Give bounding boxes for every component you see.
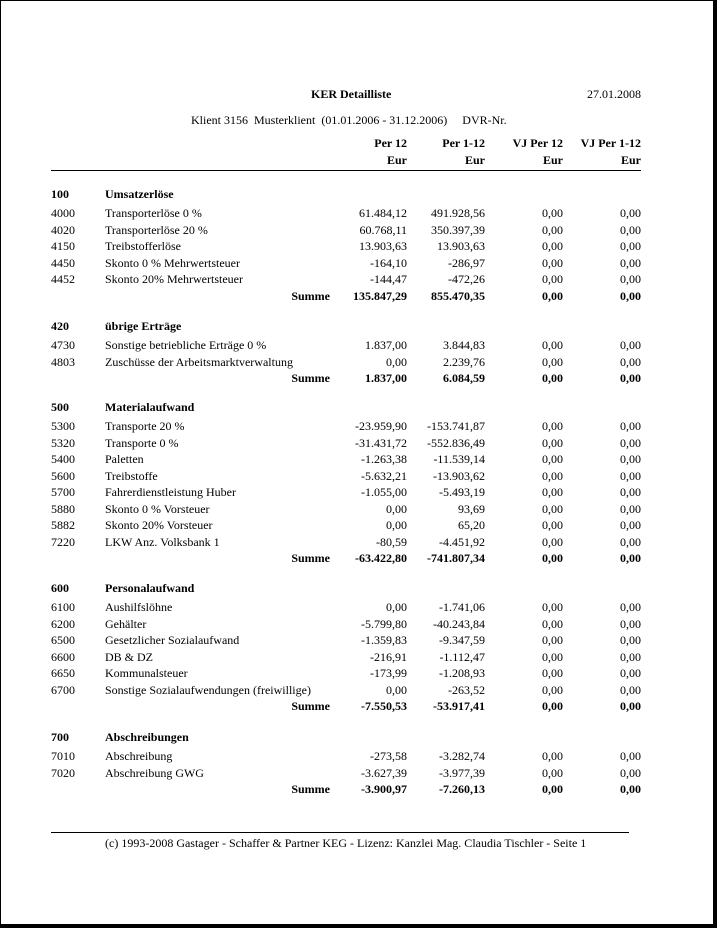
table-row [1, 632, 722, 649]
account-name: Skonto 0 % Mehrwertsteuer [105, 255, 240, 270]
amount-cell: 0,00 [386, 682, 407, 697]
account-number: 5600 [51, 468, 75, 483]
sum-row [1, 288, 722, 305]
amount-cell: 0,00 [620, 272, 641, 286]
account-number: 4450 [51, 255, 75, 270]
table-row [1, 418, 722, 435]
table-row [1, 649, 722, 666]
amount-cell: -173,99 [370, 666, 407, 680]
amount-cell: -5.493,19 [439, 485, 485, 499]
column-header-row [1, 135, 722, 152]
table-row [1, 484, 722, 501]
amount-cell: -31.431,72 [355, 435, 407, 450]
amount-cell: -1.055,00 [361, 485, 407, 499]
amount-cell: 0,00 [542, 206, 563, 220]
amount-cell: 0,00 [620, 749, 641, 763]
account-name: Transporte 20 % [105, 419, 185, 433]
account-number: 6600 [51, 649, 75, 664]
amount-cell: -1.263,38 [361, 452, 407, 466]
table-row [1, 255, 722, 272]
sum-cell: -53.917,41 [433, 699, 485, 713]
amount-cell: 0,00 [620, 222, 641, 237]
account-number: 5882 [51, 518, 75, 532]
sum-cell: -7.550,53 [361, 699, 407, 713]
amount-cell: 0,00 [542, 633, 563, 647]
amount-cell: -1.359,83 [361, 633, 407, 647]
account-number: 4803 [51, 354, 75, 369]
amount-cell: 0,00 [620, 485, 641, 499]
amount-cell: 0,00 [542, 468, 563, 483]
amount-cell: 0,00 [620, 633, 641, 647]
table-row [1, 205, 722, 222]
sum-row [1, 370, 722, 387]
amount-cell: -153.741,87 [427, 419, 485, 433]
amount-cell: -9.347,59 [439, 633, 485, 647]
group-code: 420 [51, 319, 69, 333]
sum-cell: 855.470,35 [431, 288, 485, 303]
amount-cell: -3.627,39 [361, 765, 407, 780]
header-divider [51, 170, 641, 171]
amount-cell: 0,00 [620, 600, 641, 614]
amount-cell: 0,00 [542, 222, 563, 237]
account-name: Kommunalsteuer [105, 666, 188, 680]
amount-cell: -80,59 [376, 534, 407, 549]
report-date: 27.01.2008 [587, 87, 641, 101]
account-name: Skonto 0 % Vorsteuer [105, 501, 210, 516]
group-code: 500 [51, 400, 69, 414]
amount-cell: -1.741,06 [439, 600, 485, 614]
sum-cell: 0,00 [620, 288, 641, 303]
col-header-vj-per12: VJ Per 12 [512, 136, 563, 150]
amount-cell: 2.239,76 [443, 354, 485, 369]
group-code: 100 [51, 187, 69, 201]
account-number: 7010 [51, 749, 75, 763]
sum-cell: -63.422,80 [355, 551, 407, 565]
amount-cell: -1.112,47 [439, 649, 485, 664]
amount-cell: -3.282,74 [439, 749, 485, 763]
account-number: 5400 [51, 452, 75, 466]
sum-cell: -741.807,34 [427, 551, 485, 565]
account-number: 6700 [51, 682, 75, 697]
sum-cell: 0,00 [542, 551, 563, 565]
account-name: Skonto 20% Vorsteuer [105, 518, 213, 532]
amount-cell: -13.903,62 [433, 468, 485, 483]
amount-cell: -164,10 [370, 255, 407, 270]
amount-cell: -3.977,39 [439, 765, 485, 780]
amount-cell: 0,00 [542, 435, 563, 450]
sum-label: Summe [291, 782, 330, 796]
amount-cell: 0,00 [542, 682, 563, 697]
amount-cell: 0,00 [542, 649, 563, 664]
amount-cell: 0,00 [386, 518, 407, 532]
account-number: 7220 [51, 534, 75, 549]
account-name: Aushilfslöhne [105, 600, 173, 614]
account-name: DB & DZ [105, 649, 153, 664]
sum-label: Summe [291, 699, 330, 713]
sum-cell: 0,00 [620, 551, 641, 565]
col-unit: Eur [620, 153, 641, 167]
amount-cell: -216,91 [370, 649, 407, 664]
account-number: 6200 [51, 616, 75, 631]
account-name: Sonstige betriebliche Erträge 0 % [105, 338, 267, 352]
amount-cell: -4.451,92 [439, 534, 485, 549]
amount-cell: -5.799,80 [361, 616, 407, 631]
sum-cell: 0,00 [542, 288, 563, 303]
sum-cell: 0,00 [620, 371, 641, 385]
amount-cell: 0,00 [620, 682, 641, 697]
amount-cell: 0,00 [542, 272, 563, 286]
account-number: 4452 [51, 272, 75, 286]
table-row [1, 534, 722, 551]
amount-cell: 0,00 [620, 354, 641, 369]
account-number: 6500 [51, 633, 75, 647]
client-line: Klient 3156 Musterklient (01.01.2006 - 31.12.2006) DVR-Nr. [191, 113, 507, 127]
account-name: Transporterlöse 0 % [105, 206, 202, 220]
sum-row [1, 698, 722, 715]
sum-cell: 0,00 [542, 782, 563, 796]
amount-cell: -472,26 [448, 272, 485, 286]
amount-cell: 0,00 [620, 435, 641, 450]
account-number: 4000 [51, 206, 75, 220]
amount-cell: 0,00 [620, 501, 641, 516]
amount-cell: 0,00 [620, 468, 641, 483]
amount-cell: -11.539,14 [433, 452, 485, 466]
sum-cell: 0,00 [620, 699, 641, 713]
sum-cell: 0,00 [542, 699, 563, 713]
amount-cell: 61.484,12 [359, 206, 407, 220]
amount-cell: 0,00 [620, 206, 641, 220]
footer-text: (c) 1993-2008 Gastager - Schaffer & Partner KEG - Lizenz: Kanzlei Mag. Claudia Tischler - Seite 1 [105, 836, 587, 850]
amount-cell: 0,00 [620, 419, 641, 433]
table-row [1, 599, 722, 616]
account-number: 4020 [51, 222, 75, 237]
amount-cell: -23.959,90 [355, 419, 407, 433]
table-row [1, 616, 722, 633]
amount-cell: -263,52 [448, 682, 485, 697]
account-name: Abschreibung [105, 749, 173, 763]
group-name: Materialaufwand [105, 400, 195, 414]
amount-cell: -273,58 [370, 749, 407, 763]
amount-cell: 0,00 [620, 765, 641, 780]
account-number: 4730 [51, 338, 75, 352]
col-unit: Eur [542, 153, 563, 167]
account-name: Gesetzlicher Sozialaufwand [105, 633, 240, 647]
report-title: KER Detailliste [311, 87, 392, 101]
amount-cell: 0,00 [542, 239, 563, 253]
account-name: Treibstofferlöse [105, 239, 181, 253]
table-row [1, 238, 722, 255]
col-unit: Eur [464, 153, 485, 167]
account-name: Zuschüsse der Arbeitsmarktverwaltung [105, 354, 293, 369]
column-unit-row [1, 152, 722, 169]
amount-cell: 93,69 [458, 501, 485, 516]
amount-cell: 0,00 [620, 255, 641, 270]
amount-cell: 13.903,63 [437, 239, 485, 253]
table-row [1, 337, 722, 354]
account-number: 6650 [51, 666, 75, 680]
amount-cell: 0,00 [620, 534, 641, 549]
group-header [1, 580, 722, 597]
amount-cell: 0,00 [620, 666, 641, 680]
account-name: Paletten [105, 452, 144, 466]
account-number: 7020 [51, 765, 75, 780]
group-header [1, 399, 722, 416]
account-number: 5320 [51, 435, 75, 450]
amount-cell: 0,00 [386, 501, 407, 516]
sum-cell: 6.084,59 [443, 371, 485, 385]
amount-cell: 0,00 [542, 765, 563, 780]
amount-cell: 0,00 [542, 534, 563, 549]
col-header-per1-12: Per 1-12 [442, 136, 485, 150]
table-row [1, 665, 722, 682]
table-row [1, 222, 722, 239]
table-row [1, 435, 722, 452]
sum-cell: 1.837,00 [365, 371, 407, 385]
sum-label: Summe [291, 551, 330, 565]
amount-cell: 0,00 [542, 419, 563, 433]
group-code: 600 [51, 581, 69, 595]
amount-cell: 0,00 [542, 255, 563, 270]
amount-cell: 0,00 [620, 239, 641, 253]
account-name: Abschreibung GWG [105, 765, 204, 780]
amount-cell: 0,00 [542, 518, 563, 532]
amount-cell: 0,00 [542, 666, 563, 680]
amount-cell: -40.243,84 [433, 616, 485, 631]
account-number: 5880 [51, 501, 75, 516]
amount-cell: 60.768,11 [359, 222, 407, 237]
group-header [1, 318, 722, 335]
group-name: übrige Erträge [105, 319, 182, 333]
table-row [1, 451, 722, 468]
account-number: 6100 [51, 600, 75, 614]
account-number: 5700 [51, 485, 75, 499]
sum-cell: 0,00 [542, 371, 563, 385]
table-row [1, 748, 722, 765]
col-unit: Eur [386, 153, 407, 167]
account-number: 5300 [51, 419, 75, 433]
amount-cell: -1.208,93 [439, 666, 485, 680]
table-row [1, 354, 722, 371]
amount-cell: 0,00 [620, 649, 641, 664]
sum-cell: 135.847,29 [353, 288, 407, 303]
amount-cell: 0,00 [620, 616, 641, 631]
amount-cell: 0,00 [620, 338, 641, 352]
col-header-per12: Per 12 [374, 136, 407, 150]
sum-label: Summe [291, 371, 330, 385]
sum-cell: -3.900,97 [361, 782, 407, 796]
group-name: Umsatzerlöse [105, 187, 174, 201]
account-name: Transporte 0 % [105, 435, 179, 450]
sum-cell: -7.260,13 [439, 782, 485, 796]
table-row [1, 271, 722, 288]
table-row [1, 517, 722, 534]
account-name: Treibstoffe [105, 468, 158, 483]
amount-cell: 0,00 [542, 452, 563, 466]
group-name: Abschreibungen [105, 730, 189, 744]
amount-cell: 65,20 [458, 518, 485, 532]
sum-label: Summe [291, 288, 330, 303]
amount-cell: 3.844,83 [443, 338, 485, 352]
table-row [1, 682, 722, 699]
group-code: 700 [51, 730, 69, 744]
amount-cell: 0,00 [620, 518, 641, 532]
sum-row [1, 550, 722, 567]
amount-cell: 491.928,56 [431, 206, 485, 220]
table-row [1, 501, 722, 518]
amount-cell: 0,00 [542, 749, 563, 763]
account-name: Skonto 20% Mehrwertsteuer [105, 272, 243, 286]
amount-cell: 0,00 [542, 338, 563, 352]
footer-divider [51, 832, 629, 833]
sum-cell: 0,00 [620, 782, 641, 796]
amount-cell: -552.836,49 [427, 435, 485, 450]
account-name: Fahrerdienstleistung Huber [105, 485, 236, 499]
account-name: LKW Anz. Volksbank 1 [105, 534, 220, 549]
amount-cell: 0,00 [386, 354, 407, 369]
table-row [1, 765, 722, 782]
amount-cell: -144,47 [370, 272, 407, 286]
account-number: 4150 [51, 239, 75, 253]
amount-cell: -5.632,21 [361, 468, 407, 483]
col-header-vj-per1-12: VJ Per 1-12 [580, 136, 641, 150]
amount-cell: 0,00 [542, 616, 563, 631]
amount-cell: 0,00 [542, 600, 563, 614]
amount-cell: 0,00 [542, 501, 563, 516]
amount-cell: -286,97 [448, 255, 485, 270]
account-name: Transporterlöse 20 % [105, 222, 208, 237]
amount-cell: 0,00 [542, 354, 563, 369]
amount-cell: 0,00 [620, 452, 641, 466]
amount-cell: 0,00 [542, 485, 563, 499]
account-name: Sonstige Sozialaufwendungen (freiwillige) [105, 682, 311, 697]
group-name: Personalaufwand [105, 581, 195, 595]
group-header [1, 186, 722, 203]
table-row [1, 468, 722, 485]
amount-cell: 1.837,00 [365, 338, 407, 352]
account-name: Gehälter [105, 616, 147, 631]
group-header [1, 729, 722, 746]
amount-cell: 350.397,39 [431, 222, 485, 237]
amount-cell: 13.903,63 [359, 239, 407, 253]
sum-row [1, 781, 722, 798]
amount-cell: 0,00 [386, 600, 407, 614]
